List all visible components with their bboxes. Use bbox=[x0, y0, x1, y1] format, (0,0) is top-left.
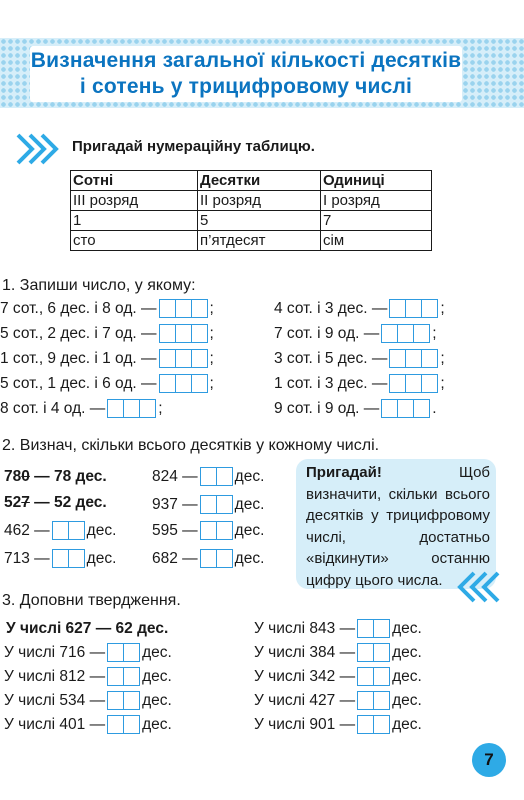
exercise1-heading: 1. Запиши число, у якому: bbox=[2, 277, 196, 294]
answer-boxes[interactable] bbox=[357, 667, 390, 686]
example-answer: — 52 дес. bbox=[29, 494, 107, 511]
ex2-item-text: 713 — bbox=[4, 550, 50, 567]
table-cell: сто bbox=[71, 231, 198, 251]
answer-boxes[interactable] bbox=[159, 324, 208, 343]
page-number: 7 bbox=[472, 743, 506, 777]
unit-label: дес. bbox=[142, 668, 172, 685]
ex1-item-text: 5 сот., 2 дес. і 7 од. — bbox=[0, 325, 157, 342]
ex3-item bbox=[254, 714, 422, 736]
ex1-item-text: 7 сот., 6 дес. і 8 од. — bbox=[0, 300, 157, 317]
ex3-item-text: У числі 901 — bbox=[254, 716, 356, 733]
ex1-item-text: 1 сот., 9 дес. і 1 од. — bbox=[0, 350, 157, 367]
ex1-item bbox=[0, 348, 214, 370]
ex3-item-text: У числі 427 — bbox=[254, 692, 356, 709]
ex3-item-text: У числі 342 — bbox=[254, 668, 356, 685]
table-cell: I розряд bbox=[321, 191, 432, 211]
example-number: 78 bbox=[4, 468, 22, 485]
separator: ; bbox=[440, 300, 445, 317]
ex3-item bbox=[4, 642, 172, 664]
ex3-item-text: У числі 843 — bbox=[254, 620, 356, 637]
unit-label: дес. bbox=[142, 716, 172, 733]
table-row bbox=[71, 211, 432, 231]
ex2-item-text: 937 — bbox=[152, 496, 198, 513]
unit-label: дес. bbox=[234, 468, 265, 485]
ex1-item-text: 3 сот. і 5 дес. — bbox=[274, 350, 388, 367]
ex3-item-text: У числі 716 — bbox=[4, 644, 106, 661]
chevrons-left-icon bbox=[452, 570, 502, 604]
ex1-item bbox=[0, 398, 163, 420]
ex2-example bbox=[4, 466, 107, 488]
answer-boxes[interactable] bbox=[52, 521, 85, 540]
ex1-item bbox=[0, 373, 214, 395]
answer-boxes[interactable] bbox=[200, 467, 233, 486]
answer-boxes[interactable] bbox=[107, 691, 140, 710]
answer-boxes[interactable] bbox=[357, 643, 390, 662]
answer-boxes[interactable] bbox=[381, 399, 430, 418]
example-number: 52 bbox=[4, 494, 22, 511]
ex1-item-text: 8 сот. і 4 од. — bbox=[0, 400, 106, 417]
page-title-line1: Визначення загальної кількості десятків bbox=[30, 49, 462, 72]
ex1-item bbox=[274, 373, 445, 395]
table-cell: III розряд bbox=[71, 191, 198, 211]
table-header-cell: Десятки bbox=[198, 171, 321, 191]
ex2-item bbox=[4, 520, 116, 542]
answer-boxes[interactable] bbox=[200, 549, 233, 568]
table-row bbox=[71, 191, 432, 211]
unit-label: дес. bbox=[234, 522, 265, 539]
separator: ; bbox=[209, 350, 214, 367]
note-text: Щоб визначити, скільки всього десятків у трицифровому числі, достатньо «відкинути» останню цифру цього числа. bbox=[306, 464, 490, 589]
chevrons-right-icon bbox=[14, 132, 64, 166]
unit-label: дес. bbox=[86, 550, 117, 567]
ex1-item bbox=[274, 298, 445, 320]
table-cell: 7 bbox=[321, 211, 432, 231]
answer-boxes[interactable] bbox=[200, 521, 233, 540]
ex3-item-text: У числі 401 — bbox=[4, 716, 106, 733]
answer-boxes[interactable] bbox=[52, 549, 85, 568]
ex1-item-text: 1 сот. і 3 дес. — bbox=[274, 375, 388, 392]
answer-boxes[interactable] bbox=[389, 349, 438, 368]
ex1-item-text: 9 сот. і 9 од. — bbox=[274, 400, 380, 417]
separator: ; bbox=[209, 300, 214, 317]
answer-boxes[interactable] bbox=[107, 643, 140, 662]
exercise3-heading: 3. Доповни твердження. bbox=[2, 592, 181, 609]
unit-label: дес. bbox=[234, 550, 265, 567]
reminder-title: Пригадай нумераційну таблицю. bbox=[72, 138, 315, 155]
table-cell: п’ятдесят bbox=[198, 231, 321, 251]
answer-boxes[interactable] bbox=[200, 495, 233, 514]
ex2-item bbox=[152, 520, 264, 542]
table-header-row bbox=[71, 171, 432, 191]
struck-digit: 0 bbox=[21, 468, 30, 485]
unit-label: дес. bbox=[392, 692, 422, 709]
page-title-line2: і сотень у трицифровому числі bbox=[79, 75, 413, 98]
answer-boxes[interactable] bbox=[107, 399, 156, 418]
ex1-item-text: 5 сот., 1 дес. і 6 од. — bbox=[0, 375, 157, 392]
ex3-item-text: У числі 384 — bbox=[254, 644, 356, 661]
unit-label: дес. bbox=[392, 668, 422, 685]
ex3-example: У числі 627 — 62 дес. bbox=[6, 620, 169, 637]
ex3-item-text: У числі 812 — bbox=[4, 668, 106, 685]
unit-label: дес. bbox=[142, 644, 172, 661]
struck-digit: 7 bbox=[21, 494, 30, 511]
example-answer: — 78 дес. bbox=[29, 468, 107, 485]
ex3-item-text: У числі 534 — bbox=[4, 692, 106, 709]
answer-boxes[interactable] bbox=[107, 667, 140, 686]
ex2-item-text: 595 — bbox=[152, 522, 198, 539]
ex1-item bbox=[274, 323, 437, 345]
table-cell: сім bbox=[321, 231, 432, 251]
answer-boxes[interactable] bbox=[357, 691, 390, 710]
unit-label: дес. bbox=[392, 644, 422, 661]
separator: ; bbox=[158, 400, 163, 417]
ex3-item bbox=[254, 618, 422, 640]
unit-label: дес. bbox=[392, 620, 422, 637]
unit-label: дес. bbox=[234, 496, 265, 513]
numeration-table bbox=[70, 170, 432, 251]
table-row bbox=[71, 231, 432, 251]
answer-boxes[interactable] bbox=[107, 715, 140, 734]
answer-boxes[interactable] bbox=[159, 374, 208, 393]
ex2-item-text: 462 — bbox=[4, 522, 50, 539]
separator: ; bbox=[209, 325, 214, 342]
separator: ; bbox=[440, 375, 445, 392]
ex2-item bbox=[152, 494, 264, 516]
table-cell: 1 bbox=[71, 211, 198, 231]
ex2-item bbox=[4, 548, 116, 570]
answer-boxes[interactable] bbox=[381, 324, 430, 343]
ex3-item bbox=[254, 690, 422, 712]
ex2-item-text: 824 — bbox=[152, 468, 198, 485]
ex3-item bbox=[4, 714, 172, 736]
unit-label: дес. bbox=[86, 522, 117, 539]
separator: ; bbox=[432, 325, 437, 342]
ex2-item bbox=[152, 548, 264, 570]
separator: ; bbox=[440, 350, 445, 367]
answer-boxes[interactable] bbox=[159, 299, 208, 318]
answer-boxes[interactable] bbox=[389, 299, 438, 318]
ex1-item-text: 7 сот. і 9 од. — bbox=[274, 325, 380, 342]
ex3-item bbox=[4, 666, 172, 688]
ex1-item bbox=[274, 348, 445, 370]
ex1-item bbox=[274, 398, 437, 420]
ex2-item-text: 682 — bbox=[152, 550, 198, 567]
ex1-item-text: 4 сот. і 3 дес. — bbox=[274, 300, 388, 317]
separator: ; bbox=[209, 375, 214, 392]
answer-boxes[interactable] bbox=[159, 349, 208, 368]
unit-label: дес. bbox=[142, 692, 172, 709]
ex3-item bbox=[4, 690, 172, 712]
ex3-item bbox=[254, 642, 422, 664]
note-heading: Пригадай! bbox=[306, 464, 382, 481]
ex3-item bbox=[254, 666, 422, 688]
ex1-item bbox=[0, 323, 214, 345]
answer-boxes[interactable] bbox=[389, 374, 438, 393]
table-cell: 5 bbox=[198, 211, 321, 231]
separator: . bbox=[432, 400, 437, 417]
ex2-item bbox=[152, 466, 264, 488]
answer-boxes[interactable] bbox=[357, 619, 390, 638]
ex1-item bbox=[0, 298, 214, 320]
table-header-cell: Одиниці bbox=[321, 171, 432, 191]
answer-boxes[interactable] bbox=[357, 715, 390, 734]
exercise2-heading: 2. Визнач, скільки всього десятків у кожному числі. bbox=[2, 437, 380, 454]
ex2-example bbox=[4, 492, 107, 514]
table-header-cell: Сотні bbox=[71, 171, 198, 191]
unit-label: дес. bbox=[392, 716, 422, 733]
table-cell: II розряд bbox=[198, 191, 321, 211]
